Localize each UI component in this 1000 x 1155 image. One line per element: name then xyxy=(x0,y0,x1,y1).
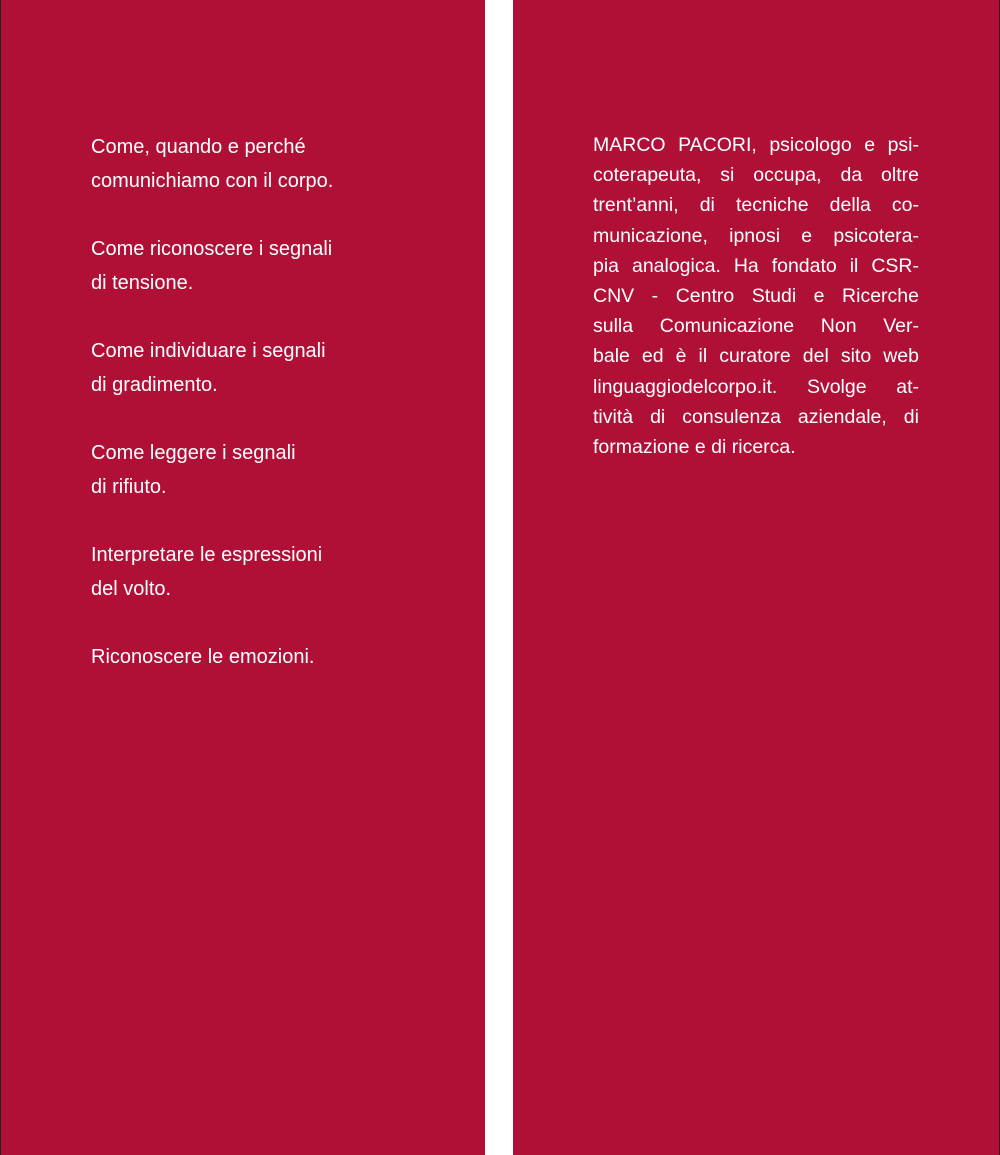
bio-line: linguaggiodelcorpo.it. Svolge at- xyxy=(593,375,919,398)
author-bio xyxy=(593,130,919,462)
bio-line: pia analogica. Ha fondato il CSR- xyxy=(593,254,919,277)
right-flap xyxy=(513,0,1000,1155)
feature-line: di tensione. xyxy=(91,272,194,294)
bio-line: trent’anni, di tecniche della co- xyxy=(593,194,919,217)
feature-line: Interpretare le espressioni xyxy=(91,544,323,566)
bio-line: sulla Comunicazione Non Ver- xyxy=(593,315,919,338)
bio-line: CNV - Centro Studi e Ricerche xyxy=(593,285,919,308)
feature-item xyxy=(91,334,333,402)
feature-item xyxy=(91,130,333,198)
feature-item xyxy=(91,436,333,504)
feature-item xyxy=(91,640,333,674)
feature-item xyxy=(91,232,333,300)
feature-line: Riconoscere le emozioni. xyxy=(91,646,315,668)
bio-line: coterapeuta, si occupa, da oltre xyxy=(593,164,919,187)
spine-gap xyxy=(485,0,513,1155)
feature-line: di gradimento. xyxy=(91,374,218,396)
feature-line: Come riconoscere i segnali xyxy=(91,238,333,260)
bio-line: municazione, ipnosi e psicotera- xyxy=(593,224,919,247)
feature-line: Come individuare i segnali xyxy=(91,340,326,362)
feature-line: Come leggere i segnali xyxy=(91,442,296,464)
feature-list xyxy=(91,130,333,708)
feature-line: comunichiamo con il corpo. xyxy=(91,170,334,192)
feature-line: di rifiuto. xyxy=(91,476,167,498)
bio-line: tività di consulenza aziendale, di xyxy=(593,405,919,428)
bio-line: bale ed è il curatore del sito web xyxy=(593,345,919,368)
left-flap xyxy=(0,0,485,1155)
feature-item xyxy=(91,538,333,606)
feature-line: Come, quando e perché xyxy=(91,136,306,158)
bio-line: MARCO PACORI, psicologo e psi- xyxy=(593,134,919,156)
bio-line: formazione e di ricerca. xyxy=(593,436,796,459)
feature-line: del volto. xyxy=(91,578,172,600)
